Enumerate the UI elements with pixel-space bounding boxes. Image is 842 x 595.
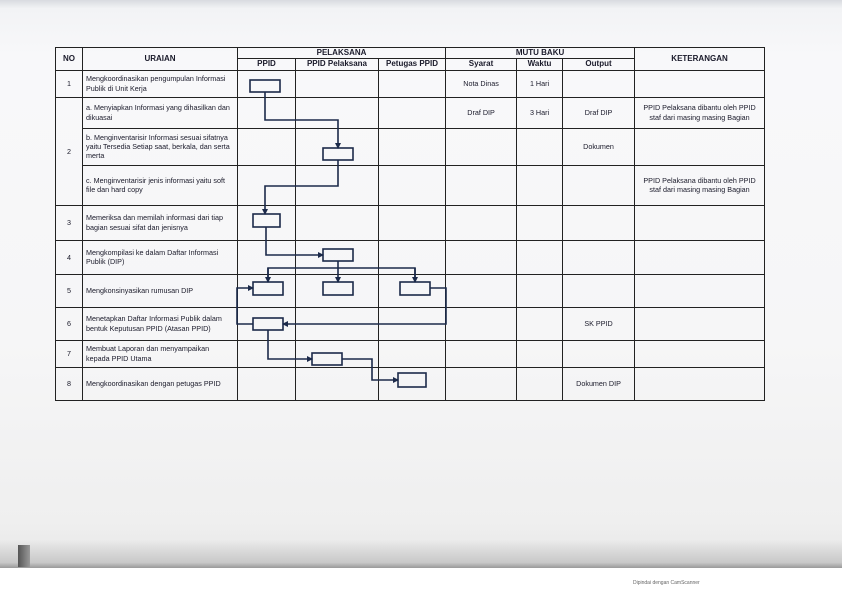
row-no: 8 <box>56 367 83 400</box>
row-uraian: a. Menyiapkan Informasi yang dihasilkan dan dikuasai <box>83 97 238 128</box>
scan-bottom-shadow <box>0 540 842 568</box>
header-ppid-pelaksana: PPID Pelaksana <box>296 59 379 70</box>
row-no: 3 <box>56 205 83 240</box>
row-keterangan: PPID Pelaksana dibantu oleh PPID staf dari masing masing Bagian <box>635 97 765 128</box>
row-no: 1 <box>56 70 83 97</box>
row-uraian: Mengkoordinasikan dengan petugas PPID <box>83 367 238 400</box>
row-keterangan <box>635 205 765 240</box>
row-output <box>563 340 635 367</box>
table-row <box>56 274 765 307</box>
row-no: 2 <box>56 97 83 205</box>
row-waktu <box>517 128 563 165</box>
row-waktu: 3 Hari <box>517 97 563 128</box>
row-uraian: Memeriksa dan memilah informasi dari tiap bagian sesuai sifat dan jenisnya <box>83 205 238 240</box>
row-waktu <box>517 205 563 240</box>
row-waktu <box>517 307 563 340</box>
row-output <box>563 274 635 307</box>
table-row <box>56 340 765 367</box>
row-waktu <box>517 240 563 274</box>
row-uraian: Menetapkan Daftar Informasi Publik dalam bentuk Keputusan PPID (Atasan PPID) <box>83 307 238 340</box>
table-row <box>56 165 765 205</box>
row-output: Dokumen <box>563 128 635 165</box>
header-output: Output <box>563 59 635 70</box>
row-syarat <box>446 205 517 240</box>
scan-edge-mark <box>18 545 30 567</box>
row-uraian: c. Menginventarisir jenis informasi yaitu soft file dan hard copy <box>83 165 238 205</box>
row-syarat <box>446 128 517 165</box>
header-keterangan: KETERANGAN <box>635 48 765 71</box>
row-keterangan: PPID Pelaksana dibantu oleh PPID staf dari masing masing Bagian <box>635 165 765 205</box>
sop-table <box>55 47 765 401</box>
row-keterangan <box>635 367 765 400</box>
row-syarat: Draf DIP <box>446 97 517 128</box>
row-no: 4 <box>56 240 83 274</box>
header-uraian: URAIAN <box>83 48 238 71</box>
row-no: 7 <box>56 340 83 367</box>
row-no: 5 <box>56 274 83 307</box>
row-syarat <box>446 240 517 274</box>
row-keterangan <box>635 128 765 165</box>
row-syarat <box>446 367 517 400</box>
row-syarat <box>446 274 517 307</box>
scan-top-edge <box>0 0 842 8</box>
row-waktu <box>517 367 563 400</box>
row-uraian: Membuat Laporan dan menyampaikan kepada PPID Utama <box>83 340 238 367</box>
table-row <box>56 205 765 240</box>
row-output <box>563 205 635 240</box>
row-keterangan <box>635 274 765 307</box>
row-keterangan <box>635 307 765 340</box>
row-syarat <box>446 307 517 340</box>
row-no: 6 <box>56 307 83 340</box>
row-uraian: Mengkompilasi ke dalam Daftar Informasi Publik (DIP) <box>83 240 238 274</box>
table-row <box>56 97 765 128</box>
row-output <box>563 240 635 274</box>
header-pelaksana: PELAKSANA <box>238 48 446 59</box>
row-syarat: Nota Dinas <box>446 70 517 97</box>
row-waktu <box>517 340 563 367</box>
table-row <box>56 240 765 274</box>
table-row <box>56 307 765 340</box>
table-row <box>56 367 765 400</box>
header-petugas-ppid: Petugas PPID <box>379 59 446 70</box>
row-waktu <box>517 274 563 307</box>
row-output: SK PPID <box>563 307 635 340</box>
row-output: Draf DIP <box>563 97 635 128</box>
row-uraian: b. Menginventarisir Informasi sesuai sifatnya yaitu Tersedia Setiap saat, berkala, dan serta merta <box>83 128 238 165</box>
row-output: Dokumen DIP <box>563 367 635 400</box>
row-waktu: 1 Hari <box>517 70 563 97</box>
row-waktu <box>517 165 563 205</box>
row-syarat <box>446 340 517 367</box>
header-ppid: PPID <box>238 59 296 70</box>
row-uraian: Mengkonsinyasikan rumusan DIP <box>83 274 238 307</box>
header-mutu-baku: MUTU BAKU <box>446 48 635 59</box>
scanner-footer: Dipindai dengan CamScanner <box>633 580 700 586</box>
table-row <box>56 70 765 97</box>
row-output <box>563 165 635 205</box>
table-row <box>56 128 765 165</box>
row-keterangan <box>635 70 765 97</box>
row-keterangan <box>635 340 765 367</box>
row-output <box>563 70 635 97</box>
row-syarat <box>446 165 517 205</box>
header-waktu: Waktu <box>517 59 563 70</box>
row-uraian: Mengkoordinasikan pengumpulan Informasi Publik di Unit Kerja <box>83 70 238 97</box>
header-no: NO <box>56 48 83 71</box>
header-syarat: Syarat <box>446 59 517 70</box>
row-keterangan <box>635 240 765 274</box>
